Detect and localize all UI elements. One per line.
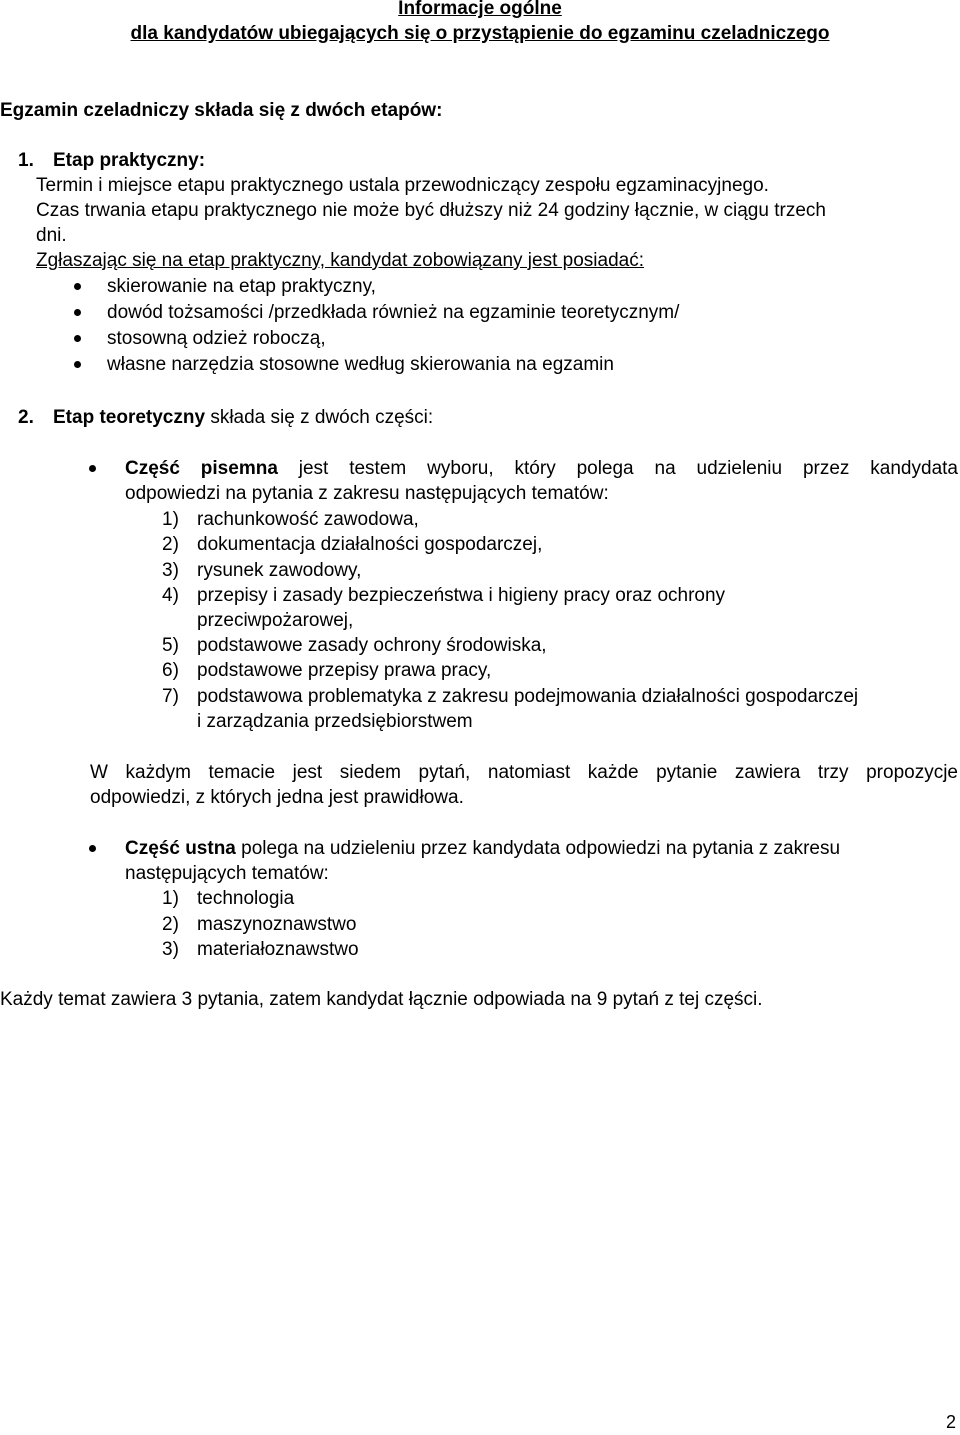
topic-number: 1) <box>162 509 179 530</box>
written-part-desc: jest testem wyboru, który polega na udzieleniu przez kandydata <box>277 458 958 479</box>
page-subtitle: dla kandydatów ubiegających się o przystąpienie do egzaminu czeladniczego <box>130 23 830 44</box>
topic-number: 5) <box>162 635 179 656</box>
bullet-icon <box>89 845 96 852</box>
topic-number: 1) <box>162 888 179 909</box>
oral-part-line1 <box>125 836 840 861</box>
bullet-icon <box>74 283 81 290</box>
stage2-heading-rest: składa się z dwóch części: <box>205 407 434 428</box>
stage1-requirements-intro: Zgłaszając się na etap praktyczny, kandydat zobowiązany jest posiadać: <box>36 250 644 271</box>
topic-number: 2) <box>162 914 179 935</box>
list-item-continued: przeciwpożarowej, <box>197 610 354 631</box>
list-item: technologia <box>197 888 295 909</box>
stage2-heading: Etap teoretyczny <box>53 407 206 428</box>
written-part-label: Część pisemna <box>125 458 278 479</box>
topic-number: 3) <box>162 939 179 960</box>
stage1-heading: Etap praktyczny: <box>53 150 206 171</box>
list-item: skierowanie na etap praktyczny, <box>107 276 376 297</box>
intro-heading: Egzamin czeladniczy składa się z dwóch etapów: <box>0 100 443 121</box>
written-note-line1: W każdym temacie jest siedem pytań, natomiast każde pytanie zawiera trzy propozycje <box>90 762 958 783</box>
stage2-heading-line <box>53 405 433 430</box>
list-item: rachunkowość zawodowa, <box>197 509 419 530</box>
list-item: materiałoznawstwo <box>197 939 359 960</box>
bullet-icon <box>74 361 81 368</box>
list-item: podstawowe przepisy prawa pracy, <box>197 660 492 681</box>
bullet-icon <box>89 465 96 472</box>
list-item: podstawowa problematyka z zakresu podejmowania działalności gospodarczej <box>197 686 859 707</box>
page-number: 2 <box>945 1412 956 1432</box>
stage1-line1: Termin i miejsce etapu praktycznego ustala przewodniczący zespołu egzaminacyjnego. <box>36 175 769 196</box>
topic-number: 2) <box>162 534 179 555</box>
list-item-continued: i zarządzania przedsiębiorstwem <box>197 711 473 732</box>
stage1-line3: dni. <box>36 225 67 246</box>
list-item: podstawowe zasady ochrony środowiska, <box>197 635 547 656</box>
oral-part-label: Część ustna <box>125 838 236 859</box>
list-item: przepisy i zasady bezpieczeństwa i higieny pracy oraz ochrony <box>197 585 726 606</box>
written-part-line1 <box>125 456 958 481</box>
topic-number: 4) <box>162 585 179 606</box>
stage1-line2: Czas trwania etapu praktycznego nie może być dłuższy niż 24 godziny łącznie, w ciągu trzech <box>36 200 826 221</box>
oral-part-desc: polega na udzieleniu przez kandydata odpowiedzi na pytania z zakresu <box>235 838 841 859</box>
list-item: dowód tożsamości /przedkłada również na egzaminie teoretycznym/ <box>107 302 680 323</box>
bullet-icon <box>74 309 81 316</box>
list-item: rysunek zawodowy, <box>197 560 362 581</box>
stage2-number: 2. <box>18 407 34 428</box>
oral-part-line2: następujących tematów: <box>125 863 329 884</box>
page-title: Informacje ogólne <box>398 0 562 19</box>
list-item: własne narzędzia stosowne według skierowania na egzamin <box>107 354 614 375</box>
written-note-line2: odpowiedzi, z których jedna jest prawidłowa. <box>90 787 464 808</box>
topic-number: 6) <box>162 660 179 681</box>
list-item: stosowną odzież roboczą, <box>107 328 326 349</box>
bullet-icon <box>74 335 81 342</box>
list-item: maszynoznawstwo <box>197 914 357 935</box>
written-part-line2: odpowiedzi na pytania z zakresu następujących tematów: <box>125 483 609 504</box>
topic-number: 7) <box>162 686 179 707</box>
stage1-number: 1. <box>18 150 34 171</box>
summary-text: Każdy temat zawiera 3 pytania, zatem kandydat łącznie odpowiada na 9 pytań z tej części. <box>0 989 763 1010</box>
topic-number: 3) <box>162 560 179 581</box>
list-item: dokumentacja działalności gospodarczej, <box>197 534 543 555</box>
